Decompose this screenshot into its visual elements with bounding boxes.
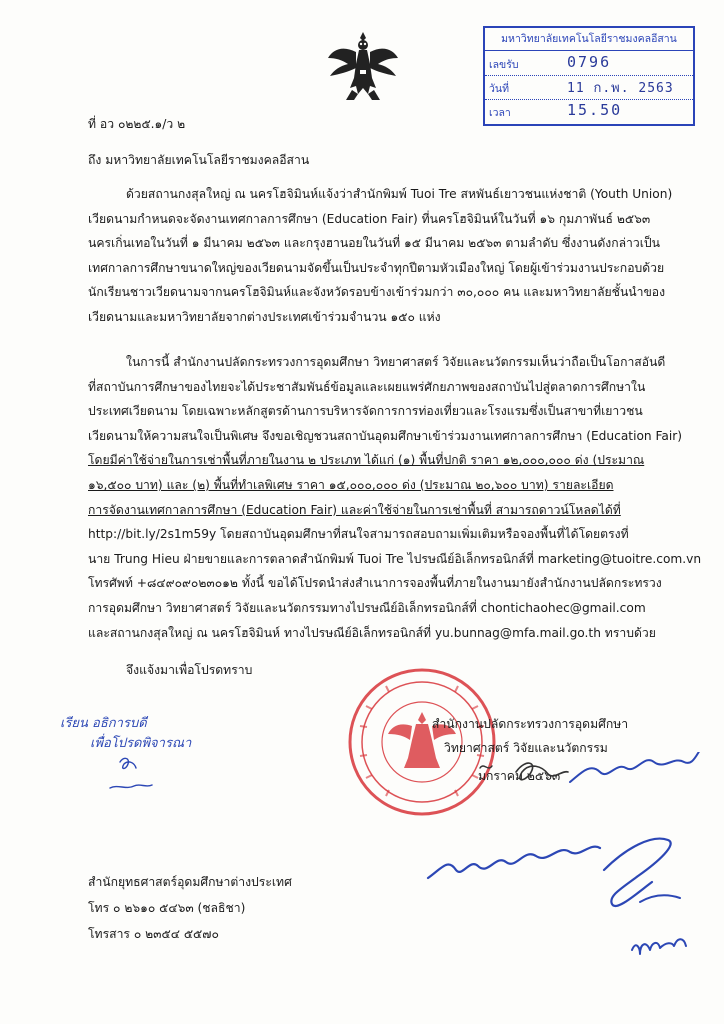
stamp-number-label: เลขรับ	[489, 59, 519, 71]
stamp-date-row	[485, 75, 693, 100]
stamp-date-value: 11 ก.พ. 2563	[567, 81, 674, 96]
paragraph-line: ที่สถาบันการศึกษาของไทยจะได้ประชาสัมพันธ์ข้อมูลและเผยแพร่ศักยภาพของสถาบันไปสู่ตลาดการศึกษาใน	[88, 379, 646, 394]
closing-line: จึงแจ้งมาเพื่อโปรดทราบ	[126, 663, 253, 677]
footer-fax: โทรสาร ๐ ๒๓๕๔ ๕๕๗๐	[88, 927, 219, 941]
initials-signature-icon	[100, 752, 180, 796]
footer-phone: โทร ๐ ๒๖๑๐ ๕๔๖๓ (ชลธิชา)	[88, 901, 246, 915]
stamp-header: มหาวิทยาลัยเทคโนโลยีราชมงคลอีสาน	[485, 28, 693, 51]
paragraph-line: เวียดนามและมหาวิทยาลัยจากต่างประเทศเข้าร่วมจำนวน ๑๕๐ แห่ง	[88, 309, 441, 324]
paragraph-line: เวียดนามให้ความสนใจเป็นพิเศษ จึงขอเชิญชวนสถาบันอุดมศึกษาเข้าร่วมงานเทศกาลการศึกษา (Education Fair)	[88, 428, 683, 443]
paragraph-line: โทรศัพท์ +๘๔๙๐๙๐๒๓๐๑๒ ทั้งนี้ ขอได้โปรดนำส่งสำเนาการจองพื้นที่ภายในงานมายังสำนักงานปลัดกระทรวง	[88, 576, 662, 591]
stamp-date-label: วันที่	[489, 83, 509, 95]
paragraph-line: และสถานกงสุลใหญ่ ณ นครโฮจิมินห์ ทางไปรษณีย์อิเล็กทรอนิกส์ที่ yu.bunnag@mfa.mail.go.th ทราบด้วย	[88, 625, 656, 640]
paragraph-line: http://bit.ly/2s1m59y โดยสถาบันอุดมศึกษาที่สนใจสามารถสอบถามเพิ่มเติมหรือจองพื้นที่ได้โดยตรงที่	[88, 527, 629, 542]
body-paragraph-2	[88, 350, 702, 645]
paragraph-line: นาย Trung Hieu ฝ่ายขายและการตลาดสำนักพิมพ์ Tuoi Tre ไปรษณีย์อิเล็กทรอนิกส์ที่ marketing@tuoitre.com.vn	[88, 551, 702, 566]
sender-org-line-2: วิทยาศาสตร์ วิจัยและนวัตกรรม	[444, 741, 608, 755]
paragraph-line: การจัดงานเทศกาลการศึกษา (Education Fair) และค่าใช้จ่ายในการเช่าพื้นที่ สามารถดาวน์โหลดได้ที่	[88, 502, 621, 517]
stamp-time-label: เวลา	[489, 107, 511, 119]
paragraph-line: นครเกิ่นเทอในวันที่ ๑ มีนาคม ๒๕๖๓ และกรุงฮานอยในวันที่ ๑๕ มีนาคม ๒๕๖๓ ตามลำดับ ซึ่งงานดังกล่าวเป็น	[88, 236, 660, 251]
receipt-stamp	[483, 26, 695, 126]
body-paragraph-1	[88, 182, 673, 330]
paragraph-line: เทศกาลการศึกษาขนาดใหญ่ของเวียดนามจัดขึ้นเป็นประจำทุกปีตามหัวเมืองใหญ่ โดยผู้เข้าร่วมงานประกอบด้วย	[88, 260, 665, 275]
paragraph-line: ในการนี้ สำนักงานปลัดกระทรวงการอุดมศึกษา วิทยาศาสตร์ วิจัยและนวัตกรรมเห็นว่าถือเป็นโอกาสอันดี	[126, 355, 666, 369]
footer-office: สำนักยุทธศาสตร์อุดมศึกษาต่างประเทศ	[88, 875, 292, 889]
handwritten-note-line-2: เพื่อโปรดพิจารณา	[90, 736, 192, 751]
paragraph-line: ๑๖,๕๐๐ บาท) และ (๒) พื้นที่ทำเลพิเศษ ราคา ๑๕,๐๐๐,๐๐๐ ด่ง (ประมาณ ๒๐,๖๐๐ บาท) รายละเอียด	[88, 477, 614, 492]
garuda-emblem-icon	[326, 28, 400, 104]
handwritten-signature-icon	[420, 752, 720, 992]
stamp-number-row	[485, 51, 693, 76]
stamp-time-row	[485, 99, 693, 123]
stamp-time-value: 15.50	[567, 101, 623, 119]
paragraph-line: เวียดนามกำหนดจะจัดงานเทศกาลการศึกษา (Education Fair) ที่นครโฮจิมินห์ในวันที่ ๑๖ กุมภาพันธ์ ๒๕๖๓	[88, 211, 651, 226]
sign-date: มกราคม ๒๕๖๓	[478, 769, 561, 783]
document-reference: ที่ อว ๐๒๒๕.๑/ว ๒	[88, 117, 186, 131]
recipient-line: ถึง มหาวิทยาลัยเทคโนโลยีราชมงคลอีสาน	[88, 153, 310, 167]
sender-org-line-1: สำนักงานปลัดกระทรวงการอุดมศึกษา	[432, 717, 629, 731]
paragraph-line: โดยมีค่าใช้จ่ายในการเช่าพื้นที่ภายในงาน ๒ ประเภท ได้แก่ (๑) พื้นที่ปกติ ราคา ๑๒,๐๐๐,๐๐๐ ด่ง (ประมาณ	[88, 453, 645, 468]
handwritten-note-line-1: เรียน อธิการบดี	[60, 716, 147, 731]
paragraph-line: การอุดมศึกษา วิทยาศาสตร์ วิจัยและนวัตกรรมทางไปรษณีย์อิเล็กทรอนิกส์ที่ chontichaohec@gmail.com	[88, 600, 646, 615]
paragraph-line: ด้วยสถานกงสุลใหญ่ ณ นครโฮจิมินห์แจ้งว่าสำนักพิมพ์ Tuoi Tre สหพันธ์เยาวชนแห่งชาติ (Youth Union)	[126, 187, 673, 201]
paragraph-line: ประเทศเวียดนาม โดยเฉพาะหลักสูตรด้านการบริหารจัดการการท่องเที่ยวและโรงแรมซึ่งเป็นสาขาที่เยาวชน	[88, 404, 643, 419]
stamp-number-value: 0796	[567, 53, 612, 71]
paragraph-line: นักเรียนชาวเวียดนามจากนครโฮจิมินห์และจังหวัดรอบข้างเข้าร่วมกว่า ๓๐,๐๐๐ คน และมหาวิทยาลัยชั้นนำของ	[88, 285, 666, 300]
